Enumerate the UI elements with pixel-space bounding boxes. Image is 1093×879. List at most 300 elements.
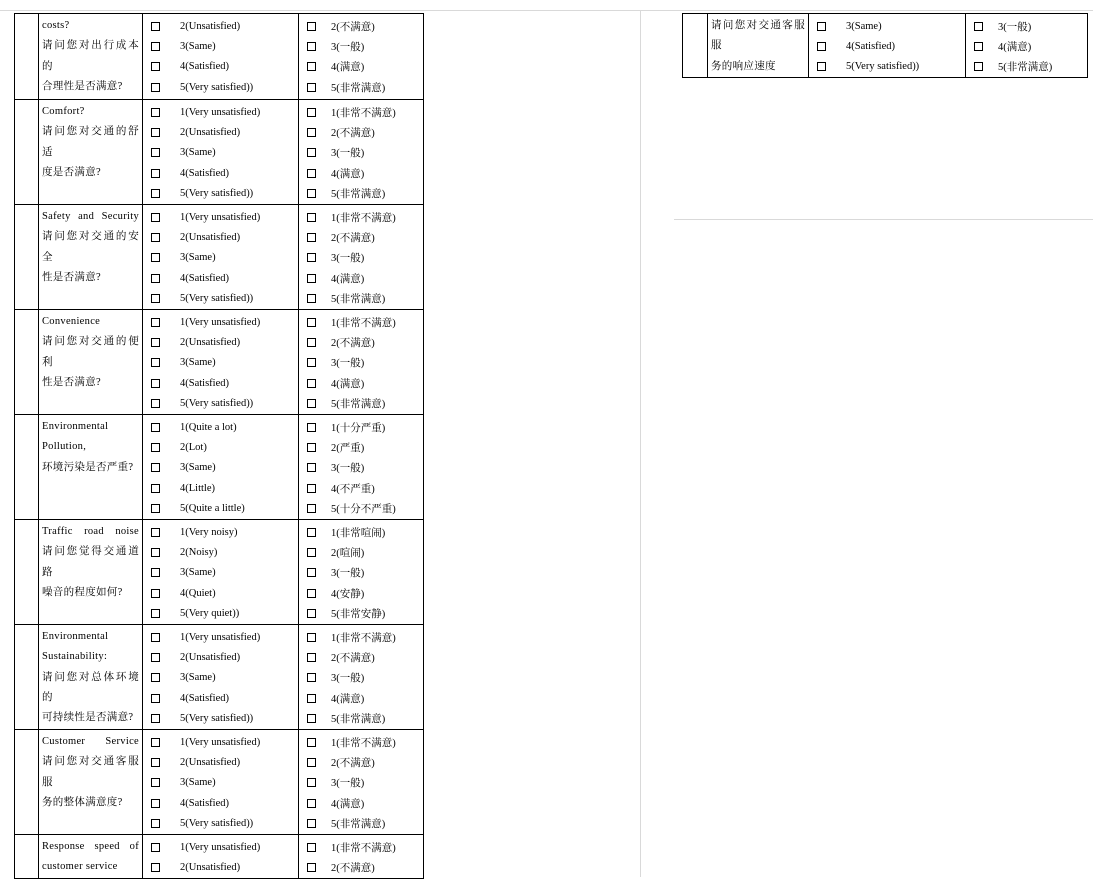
option-chinese-cell [299, 14, 424, 100]
checkbox-icon[interactable] [307, 589, 316, 598]
survey-row [15, 100, 424, 205]
checkbox-icon[interactable] [307, 62, 316, 71]
checkbox-icon[interactable] [151, 22, 160, 31]
option-chinese-item [299, 583, 423, 603]
option-chinese-label: 3(一般) [331, 358, 365, 370]
option-chinese-item [966, 16, 1087, 36]
checkbox-icon[interactable] [151, 294, 160, 303]
row-index-cell [15, 729, 39, 834]
option-english-label: 4(Satisfied) [180, 692, 229, 704]
checkbox-icon[interactable] [307, 169, 316, 178]
option-english-item [143, 773, 298, 793]
option-english-item [143, 417, 298, 437]
option-english-label: 1(Very unsatisfied) [180, 211, 261, 223]
question-line: 噪音的程度如何? [42, 587, 123, 599]
option-chinese-label: 2(不满意) [331, 652, 375, 664]
option-english-item [143, 837, 298, 857]
checkbox-icon[interactable] [307, 548, 316, 557]
option-english-cell [143, 100, 299, 205]
question-cell [708, 14, 809, 78]
checkbox-icon[interactable] [151, 189, 160, 198]
option-english-label: 5(Very satisfied)) [180, 81, 254, 93]
question-line: 请问您对交通客服服 [42, 756, 139, 788]
option-chinese-item [299, 688, 423, 708]
checkbox-icon[interactable] [307, 463, 316, 472]
option-chinese-item [299, 603, 423, 623]
option-chinese-item [299, 143, 423, 163]
checkbox-icon[interactable] [974, 62, 983, 71]
option-chinese-item [299, 752, 423, 772]
question-line: customer service [42, 861, 118, 873]
checkbox-icon[interactable] [307, 22, 316, 31]
option-chinese-label: 5(非常满意) [331, 294, 386, 306]
option-english-item [143, 813, 298, 833]
option-english-item [143, 102, 298, 122]
checkbox-icon[interactable] [307, 233, 316, 242]
option-chinese-item [966, 57, 1087, 77]
option-english-label: 1(Very unsatisfied) [180, 631, 261, 643]
checkbox-icon[interactable] [151, 694, 160, 703]
option-english-item [143, 353, 298, 373]
checkbox-icon[interactable] [307, 863, 316, 872]
checkbox-icon[interactable] [307, 42, 316, 51]
option-chinese-item [299, 458, 423, 478]
option-chinese-item [299, 627, 423, 647]
option-english-item [143, 857, 298, 877]
option-chinese-cell [299, 100, 424, 205]
option-english-cell [143, 729, 299, 834]
survey-row [15, 519, 424, 624]
option-english-label: 4(Satisfied) [180, 61, 229, 73]
checkbox-icon[interactable] [151, 83, 160, 92]
option-chinese-label: 5(非常满意) [331, 82, 386, 94]
option-english-label: 4(Satisfied) [846, 41, 895, 53]
checkbox-icon[interactable] [817, 22, 826, 31]
option-english-label: 2(Unsatisfied) [180, 20, 241, 32]
question-cell [39, 834, 143, 878]
option-chinese-cell [299, 624, 424, 729]
question-line: Safety and Security [42, 210, 139, 222]
option-chinese-label: 4(满意) [331, 273, 365, 285]
checkbox-icon[interactable] [307, 443, 316, 452]
checkbox-icon[interactable] [151, 108, 160, 117]
question-line: Environmental [42, 420, 109, 432]
checkbox-icon[interactable] [151, 568, 160, 577]
option-chinese-item [299, 289, 423, 309]
survey-row [15, 729, 424, 834]
option-english-item [143, 77, 298, 97]
option-english-cell [143, 834, 299, 878]
option-english-item [143, 437, 298, 457]
checkbox-icon[interactable] [151, 548, 160, 557]
checkbox-icon[interactable] [307, 294, 316, 303]
question-line: 环境污染是否严重? [42, 461, 134, 473]
option-chinese-label: 1(非常不满意) [331, 842, 396, 854]
option-chinese-item [299, 478, 423, 498]
question-cell [39, 204, 143, 309]
checkbox-icon[interactable] [817, 42, 826, 51]
option-english-item [143, 732, 298, 752]
option-chinese-label: 3(一般) [331, 778, 365, 790]
checkbox-icon[interactable] [151, 673, 160, 682]
survey-row [15, 834, 424, 878]
question-line: 合理性是否满意? [42, 81, 123, 93]
option-chinese-label: 3(一般) [331, 253, 365, 265]
checkbox-icon[interactable] [151, 633, 160, 642]
option-english-label: 5(Very satisfied)) [180, 818, 254, 830]
survey-row [15, 414, 424, 519]
question-line: 请问您觉得交通道路 [42, 546, 139, 578]
checkbox-icon[interactable] [151, 609, 160, 618]
option-english-label: 1(Very unsatisfied) [180, 106, 261, 118]
checkbox-icon[interactable] [151, 253, 160, 262]
survey-table-page2-body [683, 14, 1088, 78]
option-english-label: 4(Satisfied) [180, 272, 229, 284]
option-chinese-label: 2(不满意) [331, 21, 375, 33]
option-english-label: 5(Quite a little) [180, 503, 245, 515]
checkbox-icon[interactable] [151, 399, 160, 408]
checkbox-icon[interactable] [151, 62, 160, 71]
question-line: 务的响应速度 [711, 60, 776, 72]
option-english-item [143, 332, 298, 352]
option-english-label: 5(Very satisfied)) [180, 713, 254, 725]
option-chinese-item [299, 393, 423, 413]
option-english-item [143, 563, 298, 583]
page-top-edge [0, 10, 1093, 11]
checkbox-icon[interactable] [307, 819, 316, 828]
question-cell [39, 729, 143, 834]
checkbox-icon[interactable] [307, 274, 316, 283]
option-english-item [143, 522, 298, 542]
question-line: 度是否满意? [42, 167, 101, 179]
checkbox-icon[interactable] [151, 778, 160, 787]
checkbox-icon[interactable] [307, 758, 316, 767]
question-line: 务的整体满意度? [42, 797, 123, 809]
option-chinese-item [299, 498, 423, 518]
option-english-item [143, 122, 298, 142]
option-chinese-item [299, 857, 423, 877]
option-chinese-label: 2(不满意) [331, 233, 375, 245]
option-chinese-label: 4(不严重) [331, 483, 375, 495]
option-chinese-item [299, 813, 423, 833]
option-english-item [143, 312, 298, 332]
question-cell [39, 624, 143, 729]
option-chinese-label: 3(一般) [331, 148, 365, 160]
checkbox-icon[interactable] [151, 714, 160, 723]
question-line: 可持续性是否满意? [42, 712, 134, 724]
checkbox-icon[interactable] [151, 423, 160, 432]
checkbox-icon[interactable] [151, 738, 160, 747]
checkbox-icon[interactable] [151, 819, 160, 828]
option-chinese-label: 5(非常满意) [331, 399, 386, 411]
option-chinese-label: 1(非常不满意) [331, 632, 396, 644]
question-cell [39, 100, 143, 205]
option-english-label: 5(Very satisfied)) [180, 398, 254, 410]
option-chinese-cell [966, 14, 1088, 78]
option-chinese-label: 1(十分严重) [331, 422, 386, 434]
option-chinese-label: 2(不满意) [331, 862, 375, 874]
survey-row [15, 14, 424, 100]
question-line: Customer Service [42, 735, 139, 747]
option-chinese-label: 4(满意) [331, 378, 365, 390]
option-english-item [143, 373, 298, 393]
checkbox-icon[interactable] [307, 504, 316, 513]
row-index-cell [683, 14, 708, 78]
checkbox-icon[interactable] [151, 484, 160, 493]
option-chinese-item [299, 184, 423, 204]
option-chinese-item [299, 373, 423, 393]
checkbox-icon[interactable] [151, 504, 160, 513]
option-chinese-item [299, 437, 423, 457]
option-english-item [143, 647, 298, 667]
option-english-cell [143, 309, 299, 414]
option-chinese-item [299, 793, 423, 813]
row-index-cell [15, 519, 39, 624]
option-english-label: 5(Very satisfied)) [180, 188, 254, 200]
option-chinese-label: 5(十分不严重) [331, 504, 396, 516]
question-line: Pollution, [42, 441, 87, 453]
option-chinese-label: 1(非常不满意) [331, 737, 396, 749]
option-english-label: 3(Same) [180, 357, 216, 369]
survey-row [15, 309, 424, 414]
checkbox-icon[interactable] [151, 528, 160, 537]
option-chinese-item [299, 312, 423, 332]
option-english-cell [143, 624, 299, 729]
option-chinese-item [299, 732, 423, 752]
checkbox-icon[interactable] [307, 714, 316, 723]
option-chinese-item [299, 837, 423, 857]
option-chinese-item [299, 773, 423, 793]
checkbox-icon[interactable] [151, 358, 160, 367]
checkbox-icon[interactable] [151, 213, 160, 222]
checkbox-icon[interactable] [307, 338, 316, 347]
question-line: 请问您对交通的安全 [42, 231, 139, 263]
checkbox-icon[interactable] [307, 148, 316, 157]
question-line: 请问您对总体环境的 [42, 671, 139, 704]
question-line: 请问您对交通的便利 [42, 336, 139, 368]
option-english-label: 1(Quite a lot) [180, 421, 237, 433]
checkbox-icon[interactable] [307, 484, 316, 493]
survey-row [15, 204, 424, 309]
checkbox-icon[interactable] [151, 128, 160, 137]
option-chinese-item [299, 563, 423, 583]
checkbox-icon[interactable] [307, 673, 316, 682]
option-chinese-item [299, 36, 423, 56]
option-english-label: 1(Very unsatisfied) [180, 841, 261, 853]
checkbox-icon[interactable] [151, 443, 160, 452]
option-english-item [143, 708, 298, 728]
checkbox-icon[interactable] [151, 463, 160, 472]
option-english-label: 3(Same) [180, 147, 216, 159]
checkbox-icon[interactable] [307, 189, 316, 198]
option-english-label: 5(Very satisfied)) [180, 293, 254, 305]
option-english-item [143, 227, 298, 247]
checkbox-icon[interactable] [307, 253, 316, 262]
checkbox-icon[interactable] [151, 233, 160, 242]
option-chinese-item [299, 353, 423, 373]
checkbox-icon[interactable] [307, 738, 316, 747]
question-cell [39, 14, 143, 100]
option-chinese-cell [299, 729, 424, 834]
option-english-item [143, 57, 298, 77]
row-index-cell [15, 414, 39, 519]
option-chinese-cell [299, 204, 424, 309]
option-chinese-label: 4(安静) [331, 588, 365, 600]
checkbox-icon[interactable] [151, 843, 160, 852]
option-chinese-item [299, 77, 423, 97]
option-chinese-label: 4(满意) [998, 42, 1032, 54]
checkbox-icon[interactable] [151, 653, 160, 662]
option-chinese-cell [299, 414, 424, 519]
survey-table-page1 [14, 13, 424, 879]
option-english-label: 3(Same) [180, 462, 216, 474]
option-english-item [143, 184, 298, 204]
checkbox-icon[interactable] [307, 694, 316, 703]
option-chinese-cell [299, 834, 424, 878]
option-english-label: 1(Very noisy) [180, 526, 238, 538]
question-line: Traffic road noise [42, 525, 139, 537]
option-english-label: 4(Satisfied) [180, 797, 229, 809]
option-english-item [143, 668, 298, 688]
survey-table-page1-body [15, 14, 424, 879]
option-english-label: 2(Unsatisfied) [180, 232, 241, 244]
option-english-label: 3(Same) [180, 41, 216, 53]
option-english-item [143, 583, 298, 603]
checkbox-icon[interactable] [151, 379, 160, 388]
checkbox-icon[interactable] [817, 62, 826, 71]
option-english-cell [143, 519, 299, 624]
option-chinese-cell [299, 519, 424, 624]
option-chinese-item [299, 102, 423, 122]
option-english-item [143, 498, 298, 518]
checkbox-icon[interactable] [307, 843, 316, 852]
checkbox-icon[interactable] [307, 568, 316, 577]
option-english-item [143, 163, 298, 183]
checkbox-icon[interactable] [974, 22, 983, 31]
option-english-cell [143, 14, 299, 100]
checkbox-icon[interactable] [151, 42, 160, 51]
row-index-cell [15, 100, 39, 205]
option-chinese-item [299, 417, 423, 437]
option-english-item [143, 627, 298, 647]
option-chinese-label: 4(满意) [331, 798, 365, 810]
checkbox-icon[interactable] [307, 609, 316, 618]
checkbox-icon[interactable] [151, 589, 160, 598]
option-english-label: 4(Satisfied) [180, 167, 229, 179]
row-index-cell [15, 834, 39, 878]
checkbox-icon[interactable] [307, 379, 316, 388]
checkbox-icon[interactable] [307, 83, 316, 92]
option-chinese-item [299, 522, 423, 542]
option-english-item [809, 16, 965, 36]
option-english-item [809, 57, 965, 77]
option-english-label: 3(Same) [180, 252, 216, 264]
option-english-item [143, 289, 298, 309]
option-english-item [143, 752, 298, 772]
option-chinese-label: 5(非常满意) [998, 62, 1053, 74]
option-english-item [143, 16, 298, 36]
option-chinese-label: 3(一般) [331, 568, 365, 580]
option-english-label: 3(Same) [180, 567, 216, 579]
checkbox-icon[interactable] [151, 169, 160, 178]
row-index-cell [15, 309, 39, 414]
checkbox-icon[interactable] [151, 148, 160, 157]
checkbox-icon[interactable] [307, 653, 316, 662]
option-english-cell [809, 14, 966, 78]
checkbox-icon[interactable] [151, 863, 160, 872]
checkbox-icon[interactable] [307, 399, 316, 408]
checkbox-icon[interactable] [151, 274, 160, 283]
question-line: Sustainability: [42, 651, 108, 663]
option-english-item [809, 36, 965, 56]
checkbox-icon[interactable] [307, 633, 316, 642]
checkbox-icon[interactable] [151, 758, 160, 767]
option-english-item [143, 478, 298, 498]
option-chinese-label: 4(满意) [331, 62, 365, 74]
option-english-item [143, 603, 298, 623]
row-index-cell [15, 624, 39, 729]
option-english-label: 3(Same) [180, 672, 216, 684]
option-english-item [143, 143, 298, 163]
option-chinese-cell [299, 309, 424, 414]
checkbox-icon[interactable] [307, 213, 316, 222]
option-chinese-item [299, 268, 423, 288]
checkbox-icon[interactable] [307, 358, 316, 367]
option-chinese-item [299, 57, 423, 77]
checkbox-icon[interactable] [307, 108, 316, 117]
option-english-item [143, 248, 298, 268]
checkbox-icon[interactable] [151, 318, 160, 327]
checkbox-icon[interactable] [974, 42, 983, 51]
option-english-label: 4(Quiet) [180, 587, 216, 599]
question-line: 请问您对出行成本的 [42, 40, 139, 72]
option-chinese-item [299, 227, 423, 247]
option-chinese-item [299, 668, 423, 688]
option-english-label: 2(Unsatisfied) [180, 756, 241, 768]
option-chinese-label: 4(满意) [331, 168, 365, 180]
option-english-label: 2(Unsatisfied) [180, 127, 241, 139]
checkbox-icon[interactable] [307, 778, 316, 787]
checkbox-icon[interactable] [151, 338, 160, 347]
option-chinese-item [966, 36, 1087, 56]
option-english-item [143, 458, 298, 478]
checkbox-icon[interactable] [151, 799, 160, 808]
option-chinese-label: 2(不满意) [331, 128, 375, 140]
option-chinese-item [299, 207, 423, 227]
survey-table-page2 [682, 13, 1088, 78]
option-chinese-item [299, 163, 423, 183]
option-chinese-label: 2(严重) [331, 442, 365, 454]
option-chinese-label: 1(非常不满意) [331, 107, 396, 119]
row-index-cell [15, 14, 39, 100]
checkbox-icon[interactable] [307, 528, 316, 537]
option-chinese-item [299, 16, 423, 36]
option-english-item [143, 793, 298, 813]
option-chinese-item [299, 332, 423, 352]
checkbox-icon[interactable] [307, 423, 316, 432]
question-line: 请问您对交通的舒适 [42, 126, 139, 158]
option-english-item [143, 393, 298, 413]
checkbox-icon[interactable] [307, 128, 316, 137]
option-chinese-label: 5(非常满意) [331, 189, 386, 201]
option-english-label: 3(Same) [846, 20, 882, 32]
option-english-label: 2(Lot) [180, 441, 207, 453]
checkbox-icon[interactable] [307, 318, 316, 327]
option-english-label: 2(Unsatisfied) [180, 651, 241, 663]
checkbox-icon[interactable] [307, 799, 316, 808]
option-english-cell [143, 414, 299, 519]
option-chinese-label: 5(非常安静) [331, 609, 386, 621]
